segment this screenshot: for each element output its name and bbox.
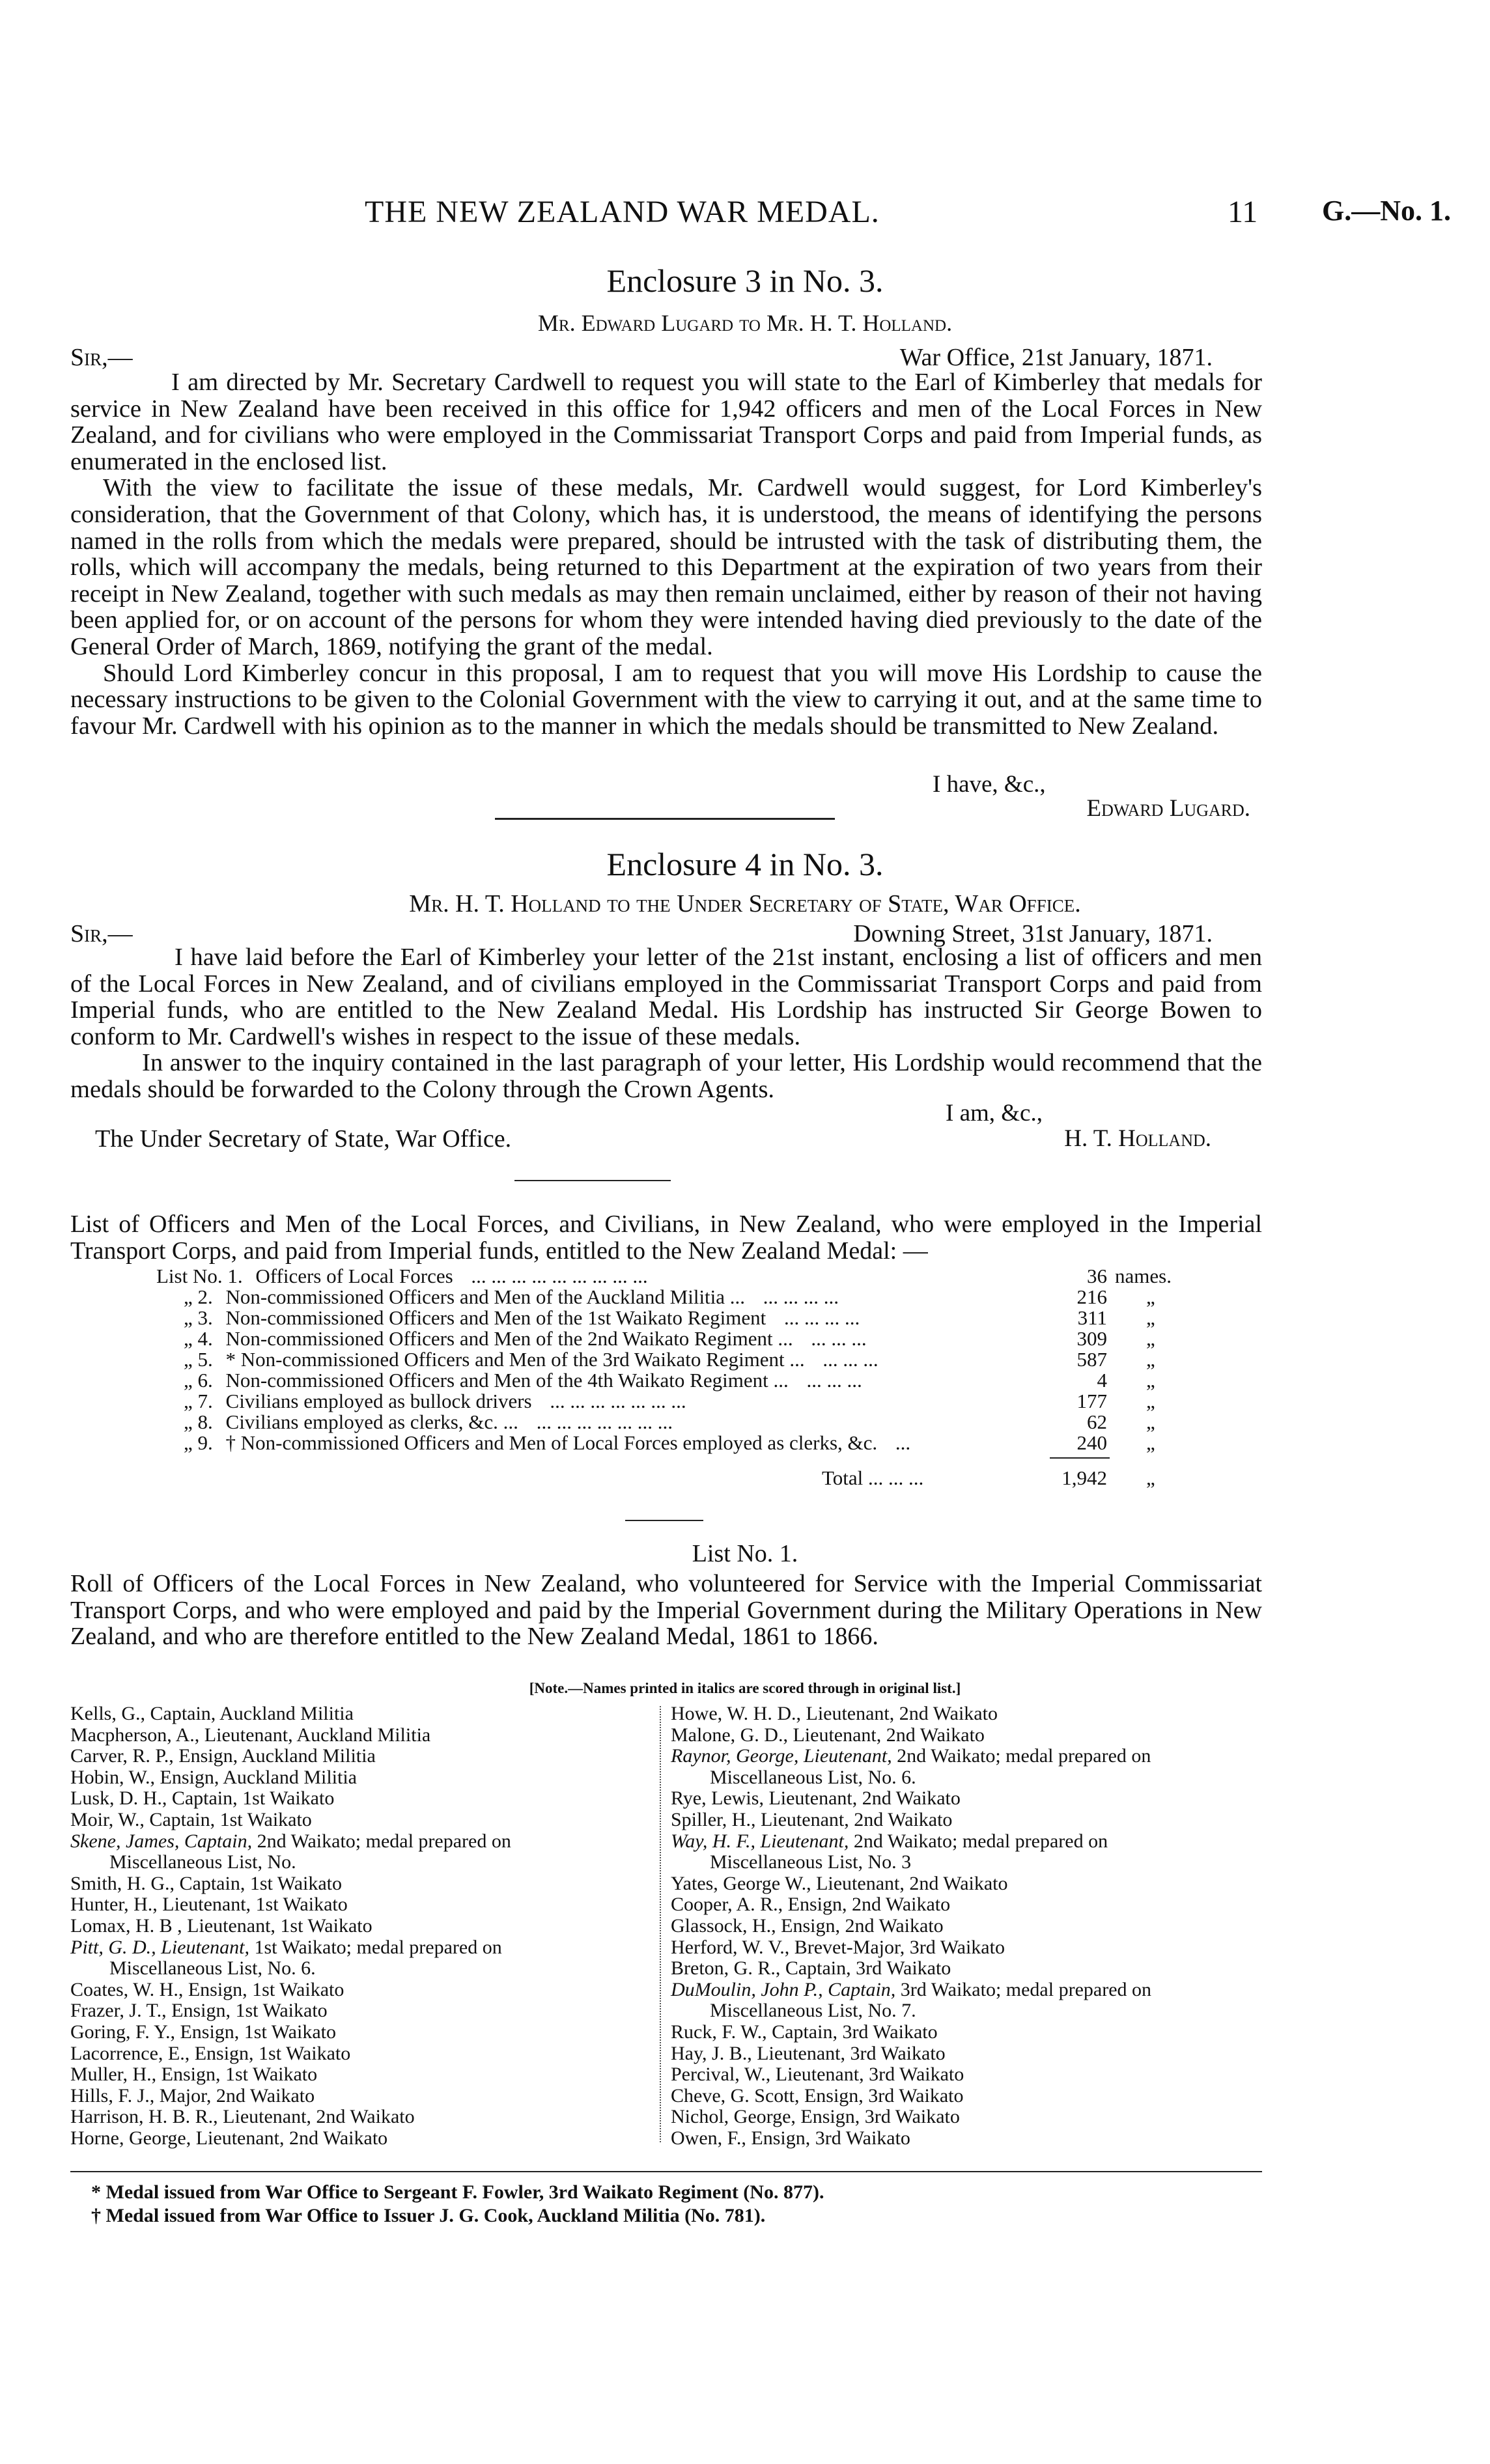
roll-entry: Lacorrence, E., Ensign, 1st Waikato	[70, 2042, 351, 2064]
enclosure4-addressee: The Under Secretary of State, War Office.	[95, 1125, 512, 1153]
summary-unit: „	[1146, 1431, 1155, 1454]
roll-entry: Skene, James, Captain, 2nd Waikato; medal prepared on	[70, 1830, 511, 1852]
list1-note: [Note.—Names printed in italics are scored through in original list.]	[529, 1680, 961, 1696]
list1-intro-text: Roll of Officers of the Local Forces in New Zealand, who volunteered for Service with the Imperial Commissariat Transport Corps, and who were employed and paid by the Imperial Government during the Military Operations in New Zealand, and who are therefore entitled to the New Zealand Medal, 1861 to 1866.	[70, 1570, 1262, 1651]
enclosure3-closing: I have, &c.,	[933, 771, 1046, 798]
summary-row: „ 3. Non-commissioned Officers and Men of the 1st Waikato Regiment ... ... ... ...	[184, 1306, 860, 1329]
enclosure3-body	[70, 369, 1262, 739]
enclosure4-closing: I am, &c.,	[946, 1100, 1043, 1127]
roll-entry: DuMoulin, John P., Captain, 3rd Waikato; medal prepared on	[671, 1978, 1152, 2000]
summary-total-count: 1,942	[1061, 1466, 1107, 1489]
roll-entry: Cheve, G. Scott, Ensign, 3rd Waikato	[671, 2084, 964, 2107]
roll-entry: Lusk, D. H., Captain, 1st Waikato	[70, 1787, 335, 1810]
section-divider	[625, 1520, 703, 1521]
roll-entry: Macpherson, A., Lieutenant, Auckland Militia	[70, 1724, 431, 1746]
summary-row: „ 6. Non-commissioned Officers and Men of the 4th Waikato Regiment ... ... ... ...	[184, 1369, 862, 1392]
list1-title: List No. 1.	[692, 1540, 798, 1567]
summary-row: „ 8. Civilians employed as clerks, &c. ... ... ... ... ... ... ... ...	[184, 1410, 673, 1433]
roll-entry: Frazer, J. T., Ensign, 1st Waikato	[70, 2000, 328, 2022]
enclosure3-signature: Edward Lugard.	[1086, 795, 1250, 822]
summary-row: „ 9. † Non-commissioned Officers and Men of Local Forces employed as clerks, &c. ...	[184, 1431, 911, 1454]
enclosure4-signature: H. T. Holland.	[1064, 1125, 1211, 1152]
roll-entry: Breton, G. R., Captain, 3rd Waikato	[671, 1957, 951, 1980]
roll-entry: Cooper, A. R., Ensign, 2nd Waikato	[671, 1894, 951, 1916]
enclosure4-salutation: Sir,—	[70, 920, 133, 947]
roll-entry: Rye, Lewis, Lieutenant, 2nd Waikato	[671, 1787, 961, 1810]
page-number: 11	[1228, 195, 1258, 229]
roll-entry: Howe, W. H. D., Lieutenant, 2nd Waikato	[671, 1703, 998, 1724]
roll-entry: Hay, J. B., Lieutenant, 3rd Waikato	[671, 2042, 946, 2064]
summary-row: „ 4. Non-commissioned Officers and Men of the 2nd Waikato Regiment ... ... ... ...	[184, 1327, 867, 1350]
roll-entry: Coates, W. H., Ensign, 1st Waikato	[70, 1978, 344, 2000]
footnote-rule	[70, 2171, 1262, 2172]
section-divider	[495, 818, 835, 820]
roll-entry: Goring, F. Y., Ensign, 1st Waikato	[70, 2021, 336, 2043]
total-rule	[1050, 1457, 1110, 1459]
enclosure3-date: War Office, 21st January, 1871.	[899, 344, 1213, 371]
summary-total-unit: „	[1146, 1466, 1155, 1489]
roll-entry: Raynor, George, Lieutenant, 2nd Waikato; medal prepared on	[671, 1745, 1151, 1767]
summary-unit: „	[1146, 1306, 1155, 1329]
summary-count: 587	[1076, 1348, 1107, 1371]
enclosure3-paragraph-3: Should Lord Kimberley concur in this proposal, I am to request that you will move His Lordship to cause the necessary instructions to be given to the Colonial Government with the view to carrying it out, and at the same time to favour Mr. Cardwell with his opinion as to the manner in which the medals should be transmitted to New Zealand.	[70, 659, 1262, 740]
footnote-2: † Medal issued from War Office to Issuer J. G. Cook, Auckland Militia (No. 781).	[91, 2205, 766, 2226]
roll-entry: Spiller, H., Lieutenant, 2nd Waikato	[671, 1808, 953, 1830]
roll-entry-continuation: Miscellaneous List, No. 6.	[710, 1766, 916, 1788]
roll-entry: Ruck, F. W., Captain, 3rd Waikato	[671, 2021, 938, 2043]
enclosure3-salutation: Sir,—	[70, 344, 133, 371]
column-divider	[660, 1706, 661, 2142]
enclosure4-subtitle: Mr. H. T. Holland to the Under Secretary of State, War Office.	[409, 890, 1081, 917]
roll-entry: Malone, G. D., Lieutenant, 2nd Waikato	[671, 1724, 985, 1746]
enclosure3-title: Enclosure 3 in No. 3.	[606, 262, 884, 299]
roll-entry: Carver, R. P., Ensign, Auckland Militia	[70, 1745, 376, 1767]
roll-entry-continuation: Miscellaneous List, No. 6.	[109, 1957, 316, 1980]
summary-table	[0, 1265, 1490, 1525]
roll-entry: Muller, H., Ensign, 1st Waikato	[70, 2064, 318, 2086]
roll-entry-continuation: Miscellaneous List, No. 7.	[710, 2000, 916, 2022]
summary-unit: „	[1146, 1285, 1155, 1308]
enclosure4-paragraph-1: I have laid before the Earl of Kimberley your letter of the 21st instant, enclosing a list of officers and men of the Local Forces in New Zealand, and of civilians employed in the Commissariat Transport Corps and paid from Imperial funds, who are entitled to the New Zealand Medal. His Lordship has instructed Sir George Bowen to conform to Mr. Cardwell's wishes in respect to the issue of these medals.	[70, 944, 1262, 1050]
summary-count: 4	[1097, 1369, 1107, 1392]
roll-entry: Horne, George, Lieutenant, 2nd Waikato	[70, 2127, 388, 2149]
summary-count: 309	[1076, 1327, 1107, 1350]
roll-entry-continuation: Miscellaneous List, No.	[109, 1851, 296, 1873]
roll-left-column	[70, 1703, 656, 2149]
summary-count: 216	[1076, 1285, 1107, 1308]
enclosure3-paragraph-2: With the view to facilitate the issue of these medals, Mr. Cardwell would suggest, for Lord Kimberley's consideration, that the Government of that Colony, which has, it is understood, the means of identifying the persons named in the rolls from which the medals were prepared, should be intrusted with the task of distributing them, the rolls, which will accompany the medals, being returned to this Department at the expiration of two years from their receipt in New Zealand, together with such medals as may then remain unclaimed, either by reason of their not having been applied for, or on account of the persons for whom they were intended having died previously to the date of the General Order of March, 1869, notifying the grant of the medal.	[70, 474, 1262, 660]
roll-entry: Percival, W., Lieutenant, 3rd Waikato	[671, 2064, 964, 2086]
summary-row: List No. 1. Officers of Local Forces ... ... ... ... ... ... ... ... ...	[156, 1265, 648, 1287]
summary-row: „ 7. Civilians employed as bullock drivers ... ... ... ... ... ... ...	[184, 1390, 686, 1412]
roll-entry: Moir, W., Captain, 1st Waikato	[70, 1808, 312, 1830]
footnote-1: * Medal issued from War Office to Sergeant F. Fowler, 3rd Waikato Regiment (No. 877).	[91, 2181, 824, 2203]
document-reference: G.—No. 1.	[1322, 195, 1451, 227]
summary-count: 177	[1076, 1390, 1107, 1412]
section-divider	[514, 1180, 671, 1181]
roll-entry-continuation: Miscellaneous List, No. 3	[710, 1851, 912, 1873]
enclosure4-date: Downing Street, 31st January, 1871.	[853, 920, 1213, 947]
summary-unit: names.	[1115, 1265, 1172, 1287]
summary-total-label: Total ... ... ...	[822, 1466, 924, 1489]
summary-unit: „	[1146, 1410, 1155, 1433]
roll-entry: Herford, W. V., Brevet-Major, 3rd Waikato	[671, 1936, 1005, 1958]
list1-intro	[70, 1571, 1262, 1650]
enclosure4-title: Enclosure 4 in No. 3.	[606, 846, 884, 882]
summary-unit: „	[1146, 1369, 1155, 1392]
summary-unit: „	[1146, 1348, 1155, 1371]
enclosure4-paragraph-2: In answer to the inquiry contained in the last paragraph of your letter, His Lordship would recommend that the medals should be forwarded to the Colony through the Crown Agents.	[70, 1049, 1262, 1103]
summary-count: 240	[1076, 1431, 1107, 1454]
summary-count: 62	[1087, 1410, 1107, 1433]
summary-intro-text: List of Officers and Men of the Local Forces, and Civilians, in New Zealand, who were employed in the Imperial Transport Corps, and paid from Imperial funds, entitled to the New Zealand Medal: —	[70, 1211, 1262, 1265]
summary-count: 36	[1087, 1265, 1107, 1287]
roll-entry: Smith, H. G., Captain, 1st Waikato	[70, 1872, 343, 1894]
summary-unit: „	[1146, 1390, 1155, 1412]
summary-intro	[70, 1211, 1262, 1264]
roll-entry: Hobin, W., Ensign, Auckland Militia	[70, 1766, 357, 1788]
summary-row: „ 5. * Non-commissioned Officers and Men of the 3rd Waikato Regiment ... ... ... ...	[184, 1348, 879, 1371]
summary-count: 311	[1077, 1306, 1107, 1329]
roll-entry: Yates, George W., Lieutenant, 2nd Waikato	[671, 1872, 1008, 1894]
enclosure4-body	[70, 944, 1262, 1103]
roll-entry: Kells, G., Captain, Auckland Militia	[70, 1703, 354, 1724]
roll-entry: Owen, F., Ensign, 3rd Waikato	[671, 2127, 910, 2149]
roll-entry: Pitt, G. D., Lieutenant, 1st Waikato; medal prepared on	[70, 1936, 502, 1958]
roll-entry: Hills, F. J., Major, 2nd Waikato	[70, 2084, 315, 2107]
roll-entry: Lomax, H. B , Lieutenant, 1st Waikato	[70, 1914, 372, 1937]
roll-entry: Glassock, H., Ensign, 2nd Waikato	[671, 1914, 944, 1937]
roll-entry: Way, H. F., Lieutenant, 2nd Waikato; medal prepared on	[671, 1830, 1108, 1852]
enclosure3-subtitle: Mr. Edward Lugard to Mr. H. T. Holland.	[537, 310, 953, 336]
roll-entry: Harrison, H. B. R., Lieutenant, 2nd Waikato	[70, 2106, 415, 2128]
running-header-title: THE NEW ZEALAND WAR MEDAL.	[365, 195, 880, 229]
summary-row: „ 2. Non-commissioned Officers and Men of the Auckland Militia ... ... ... ... ...	[184, 1285, 839, 1308]
roll-entry: Hunter, H., Lieutenant, 1st Waikato	[70, 1894, 348, 1916]
enclosure3-paragraph-1: I am directed by Mr. Secretary Cardwell to request you will state to the Earl of Kimberley that medals for service in New Zealand have been received in this office for 1,942 officers and men of the Local Forces in New Zealand, and for civilians who were employed in the Commissariat Transport Corps and paid from Imperial funds, as enumerated in the enclosed list.	[70, 369, 1262, 475]
summary-unit: „	[1146, 1327, 1155, 1350]
roll-entry: Nichol, George, Ensign, 3rd Waikato	[671, 2106, 960, 2128]
roll-right-column	[671, 1703, 1270, 2149]
